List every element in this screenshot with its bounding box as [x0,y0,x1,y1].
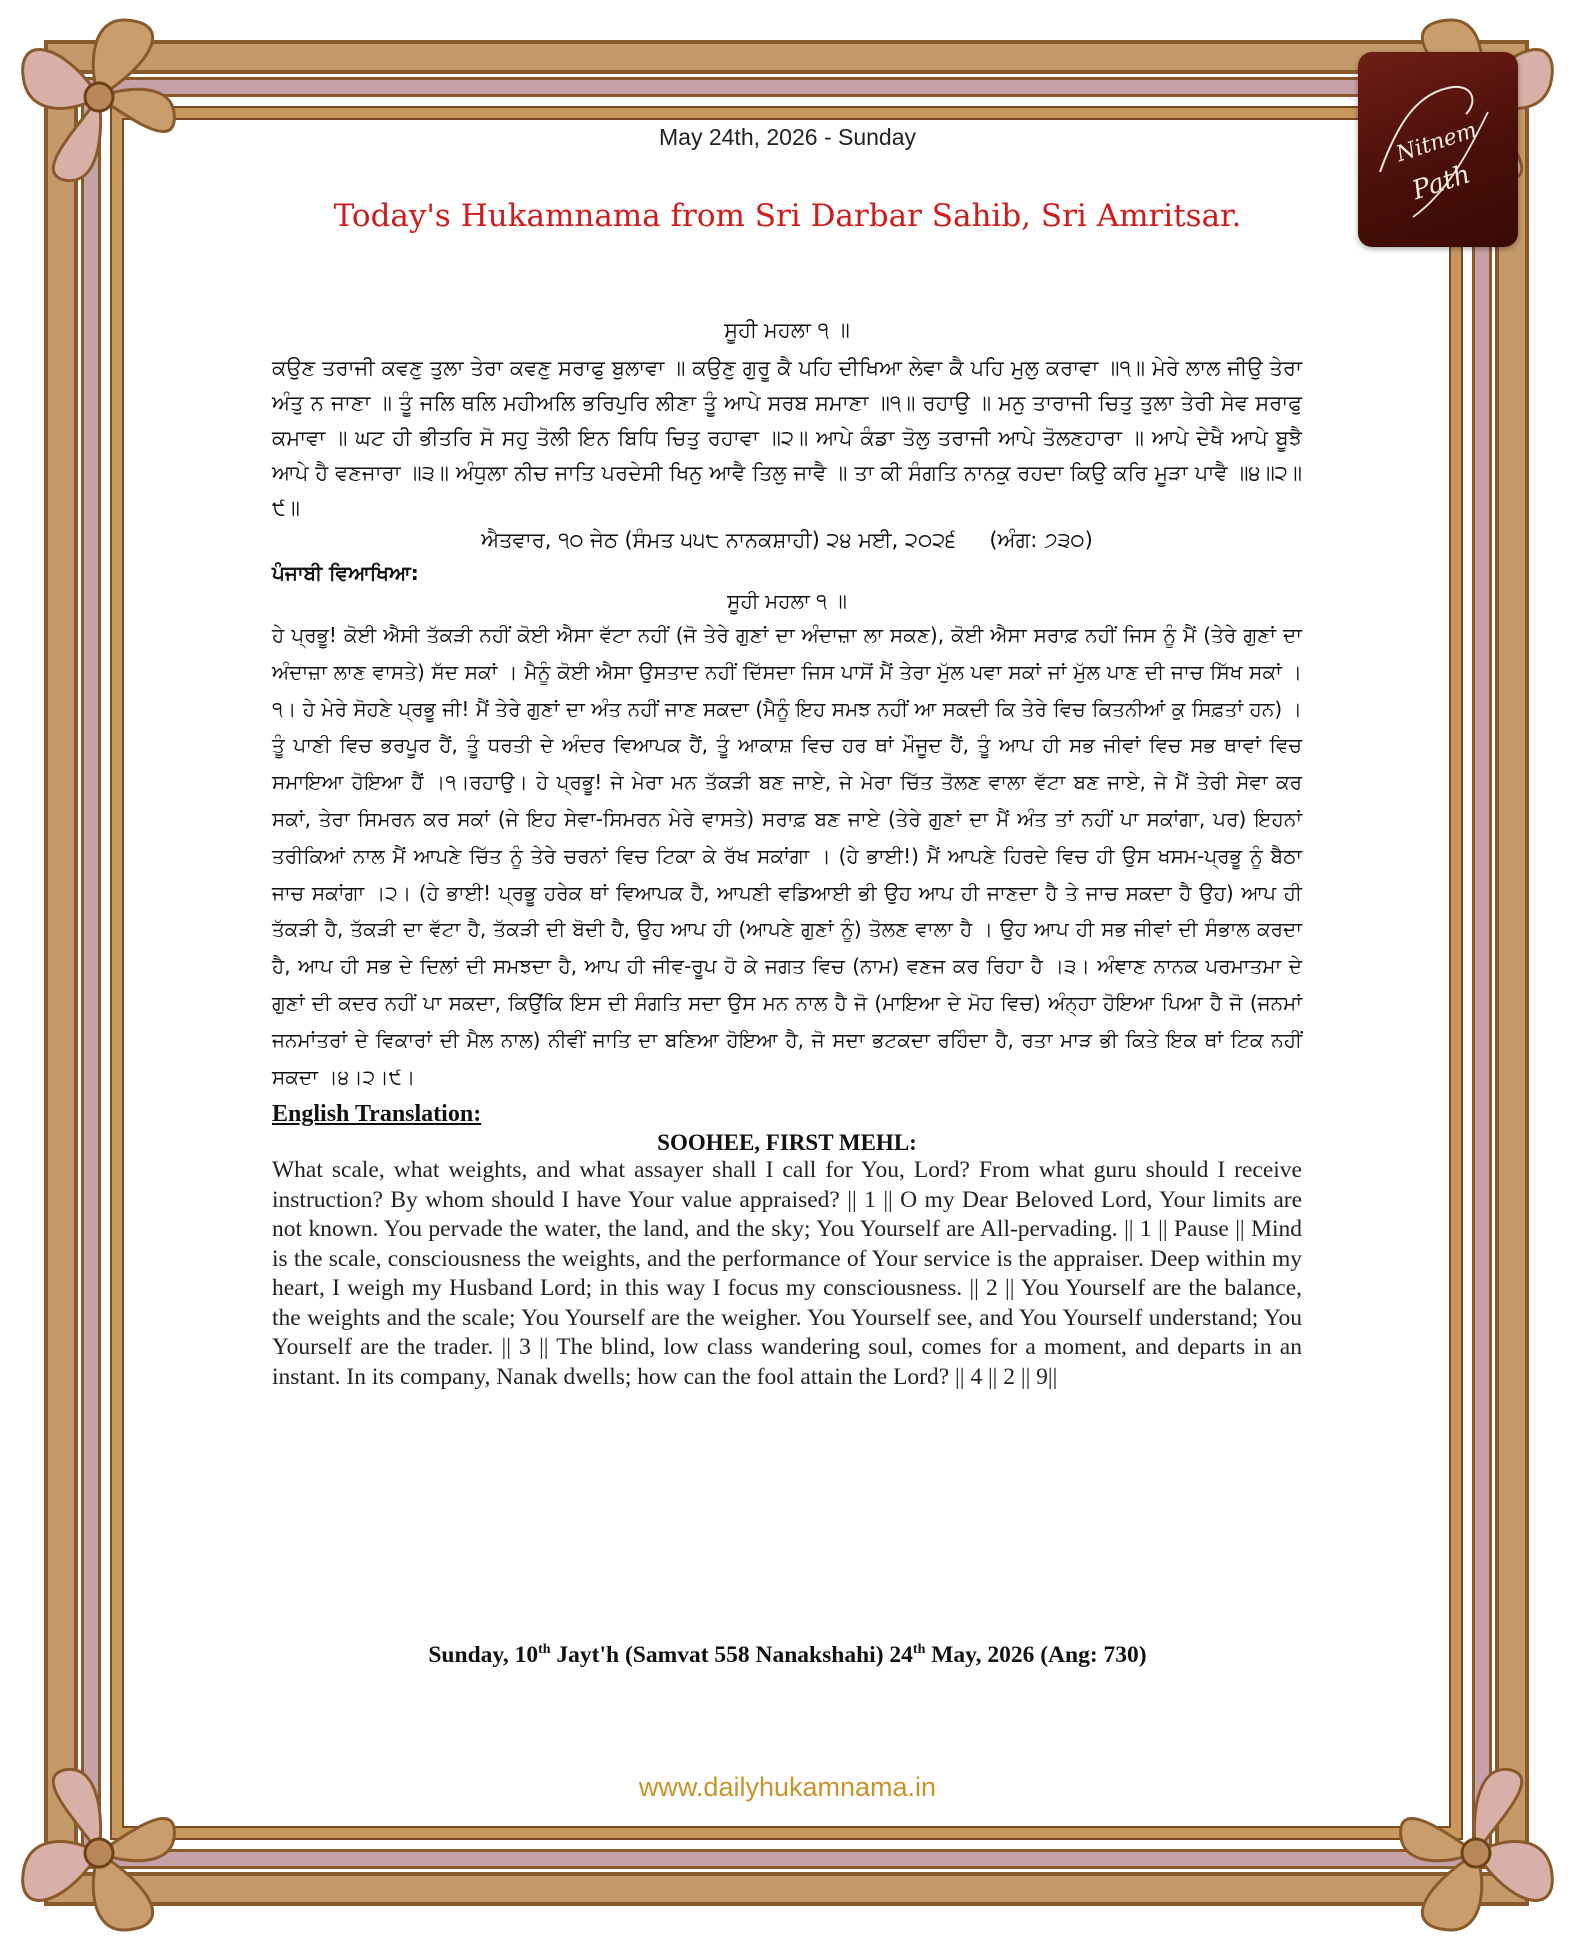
logo-line1: Nitnem [1393,117,1481,168]
gurbani-date-line: ਐਤਵਾਰ, ੧੦ ਜੇਠ (ਸੰਮਤ ੫੫੮ ਨਾਨਕਸ਼ਾਹੀ) ੨੪ ਮਈ, ੨੦੨੬ (ਅੰਗ: ੭੩੦) [481,528,1093,552]
english-section-label: English Translation: [272,1101,482,1128]
date-superscript: th [912,1642,926,1658]
english-translation: What scale, what weights, and what assayer shall I call for You, Lord? From what guru should I receive instruction? By whom should I have Your value appraised? || 1 || O my Dear Beloved Lord, Your limits are not known. You pervade the water, the land, and the sky; You Yourself are All-pervading. || 1 || Pause || Mind is the scale, consciousness the weights, and the performance of Your service is the appraiser. Deep within my heart, I weigh my Husband Lord; in this way I focus my consciousness. || 2 || You Yourself are the balance, the weights and the scale; You Yourself are the weigher. You Yourself see, and You Yourself understand; You Yourself are the trader. || 3 || The blind, low class wandering soul, comes for a moment, and departs in an instant. In its company, Nanak dwells; how can the fool attain the Lord? || 4 || 2 || 9|| [272,1157,1302,1390]
date-part: Sunday, 10 [428,1642,539,1668]
date-part: Jayt'h (Samvat 558 Nanakshahi) 24 [550,1642,913,1668]
english-date-line [0,1642,1575,1669]
hukamnama-date: May 24th, 2026 - Sunday [659,124,916,150]
date-superscript: th [538,1642,551,1658]
english-heading: SOOHEE, FIRST MEHL: [657,1130,917,1156]
gurbani-heading: ਸੂਹੀ ਮਹਲਾ ੧ ॥ [724,318,850,342]
punjabi-heading: ਸੂਹੀ ਮਹਲਾ ੧ ॥ [727,589,847,613]
gurbani-text: ਕਉਣ ਤਰਾਜੀ ਕਵਣੁ ਤੁਲਾ ਤੇਰਾ ਕਵਣੁ ਸਰਾਫੁ ਬੁਲਾਵਾ ॥ ਕਉਣੁ ਗੁਰੂ ਕੈ ਪਹਿ ਦੀਖਿਆ ਲੇਵਾ ਕੈ ਪਹਿ ਮੁਲੁ ਕਰਾਵਾ ॥੧॥ ਮੇਰੇ ਲਾਲ ਜੀਉ ਤੇਰਾ ਅੰਤੁ ਨ ਜਾਣਾ ॥ ਤੂੰ ਜਲਿ ਥਲਿ ਮਹੀਅਲਿ ਭਰਿਪੁਰਿ ਲੀਣਾ ਤੂੰ ਆਪੇ ਸਰਬ ਸਮਾਣਾ ॥੧॥ ਰਹਾਉ ॥ ਮਨੁ ਤਾਰਾਜੀ ਚਿਤੁ ਤੁਲਾ ਤੇਰੀ ਸੇਵ ਸਰਾਫੁ ਕਮਾਵਾ ॥ ਘਟ ਹੀ ਭੀਤਰਿ ਸੋ ਸਹੁ ਤੋਲੀ ਇਨ ਬਿਧਿ ਚਿਤੁ ਰਹਾਵਾ ॥੨॥ ਆਪੇ ਕੰਡਾ ਤੋਲੁ ਤਰਾਜੀ ਆਪੇ ਤੋਲਣਹਾਰਾ ॥ ਆਪੇ ਦੇਖੈ ਆਪੇ ਬੂਝੈ ਆਪੇ ਹੈ ਵਣਜਾਰਾ ॥੩॥ ਅੰਧੁਲਾ ਨੀਚ ਜਾਤਿ ਪਰਦੇਸੀ ਖਿਨੁ ਆਵੈ ਤਿਲੁ ਜਾਵੈ ॥ ਤਾ ਕੀ ਸੰਗਤਿ ਨਾਨਕੁ ਰਹਦਾ ਕਿਉ ਕਰਿ ਮੂੜਾ ਪਾਵੈ ॥੪॥੨॥੯॥ [272,356,1302,520]
hukamnama-content [272,318,1302,1392]
page-title: Today's Hukamnama from Sri Darbar Sahib, Sri Amritsar. [333,198,1242,234]
punjabi-translation: ਹੇ ਪ੍ਰਭੂ! ਕੋਈ ਐਸੀ ਤੱਕੜੀ ਨਹੀਂ ਕੋਈ ਐਸਾ ਵੱਟਾ ਨਹੀਂ (ਜੋ ਤੇਰੇ ਗੁਣਾਂ ਦਾ ਅੰਦਾਜ਼ਾ ਲਾ ਸਕਣ), ਕੋਈ ਐਸਾ ਸਰਾਫ਼ ਨਹੀਂ ਜਿਸ ਨੂੰ ਮੈਂ (ਤੇਰੇ ਗੁਣਾਂ ਦਾ ਅੰਦਾਜ਼ਾ ਲਾਣ ਵਾਸਤੇ) ਸੱਦ ਸਕਾਂ । ਮੈਨੂੰ ਕੋਈ ਐਸਾ ਉਸਤਾਦ ਨਹੀਂ ਦਿੱਸਦਾ ਜਿਸ ਪਾਸੋਂ ਮੈਂ ਤੇਰਾ ਮੁੱਲ ਪਵਾ ਸਕਾਂ ਜਾਂ ਮੁੱਲ ਪਾਣ ਦੀ ਜਾਚ ਸਿੱਖ ਸਕਾਂ ।੧। ਹੇ ਮੇਰੇ ਸੋਹਣੇ ਪ੍ਰਭੂ ਜੀ! ਮੈਂ ਤੇਰੇ ਗੁਣਾਂ ਦਾ ਅੰਤ ਨਹੀਂ ਜਾਣ ਸਕਦਾ (ਮੈਨੂੰ ਇਹ ਸਮਝ ਨਹੀਂ ਆ ਸਕਦੀ ਕਿ ਤੇਰੇ ਵਿਚ ਕਿਤਨੀਆਂ ਕੁ ਸਿਫ਼ਤਾਂ ਹਨ) । ਤੂੰ ਪਾਣੀ ਵਿਚ ਭਰਪੂਰ ਹੈਂ, ਤੂੰ ਧਰਤੀ ਦੇ ਅੰਦਰ ਵਿਆਪਕ ਹੈਂ, ਤੂੰ ਆਕਾਸ਼ ਵਿਚ ਹਰ ਥਾਂ ਮੌਜੂਦ ਹੈਂ, ਤੂੰ ਆਪ ਹੀ ਸਭ ਜੀਵਾਂ ਵਿਚ ਸਭ ਥਾਵਾਂ ਵਿਚ ਸਮਾਇਆ ਹੋਇਆ ਹੈਂ ।੧।ਰਹਾਉ। ਹੇ ਪ੍ਰਭੂ! ਜੇ ਮੇਰਾ ਮਨ ਤੱਕੜੀ ਬਣ ਜਾਏ, ਜੇ ਮੇਰਾ ਚਿੱਤ ਤੋਲਣ ਵਾਲਾ ਵੱਟਾ ਬਣ ਜਾਏ, ਜੇ ਮੈਂ ਤੇਰੀ ਸੇਵਾ ਕਰ ਸਕਾਂ, ਤੇਰਾ ਸਿਮਰਨ ਕਰ ਸਕਾਂ (ਜੇ ਇਹ ਸੇਵਾ-ਸਿਮਰਨ ਮੇਰੇ ਵਾਸਤੇ) ਸਰਾਫ਼ ਬਣ ਜਾਏ (ਤੇਰੇ ਗੁਣਾਂ ਦਾ ਮੈਂ ਅੰਤ ਤਾਂ ਨਹੀਂ ਪਾ ਸਕਾਂਗਾ, ਪਰ) ਇਹਨਾਂ ਤਰੀਕਿਆਂ ਨਾਲ ਮੈਂ ਆਪਣੇ ਚਿੱਤ ਨੂੰ ਤੇਰੇ ਚਰਨਾਂ ਵਿਚ ਟਿਕਾ ਕੇ ਰੱਖ ਸਕਾਂਗਾ । (ਹੇ ਭਾਈ!) ਮੈਂ ਆਪਣੇ ਹਿਰਦੇ ਵਿਚ ਹੀ ਉਸ ਖਸਮ-ਪ੍ਰਭੂ ਨੂੰ ਬੈਠਾ ਜਾਚ ਸਕਾਂਗਾ ।੨। (ਹੇ ਭਾਈ! ਪ੍ਰਭੂ ਹਰੇਕ ਥਾਂ ਵਿਆਪਕ ਹੈ, ਆਪਣੀ ਵਡਿਆਈ ਭੀ ਉਹ ਆਪ ਹੀ ਜਾਣਦਾ ਹੈ ਤੇ ਜਾਚ ਸਕਦਾ ਹੈ ਉਹ) ਆਪ ਹੀ ਤੱਕੜੀ ਹੈ, ਤੱਕੜੀ ਦਾ ਵੱਟਾ ਹੈ, ਤੱਕੜੀ ਦੀ ਬੋਦੀ ਹੈ, ਉਹ ਆਪ ਹੀ (ਆਪਣੇ ਗੁਣਾਂ ਨੂੰ) ਤੋਲਣ ਵਾਲਾ ਹੈ । ਉਹ ਆਪ ਹੀ ਸਭ ਜੀਵਾਂ ਦੀ ਸੰਭਾਲ ਕਰਦਾ ਹੈ, ਆਪ ਹੀ ਸਭ ਦੇ ਦਿਲਾਂ ਦੀ ਸਮਝਦਾ ਹੈ, ਆਪ ਹੀ ਜੀਵ-ਰੂਪ ਹੋ ਕੇ ਜਗਤ ਵਿਚ (ਨਾਮ) ਵਣਜ ਕਰ ਰਿਹਾ ਹੈ ।੩। ਅੰਞਾਣ ਨਾਨਕ ਪਰਮਾਤਮਾ ਦੇ ਗੁਣਾਂ ਦੀ ਕਦਰ ਨਹੀਂ ਪਾ ਸਕਦਾ, ਕਿਉਂਕਿ ਇਸ ਦੀ ਸੰਗਤਿ ਸਦਾ ਉਸ ਮਨ ਨਾਲ ਹੈ ਜੋ (ਮਾਇਆ ਦੇ ਮੋਹ ਵਿਚ) ਅੰਨ੍ਹਾ ਹੋਇਆ ਪਿਆ ਹੈ ਜੋ (ਜਨਮਾਂ ਜਨਮਾਂਤਰਾਂ ਦੇ ਵਿਕਾਰਾਂ ਦੀ ਮੈਲ ਨਾਲ) ਨੀਵੀਂ ਜਾਤਿ ਦਾ ਬਣਿਆ ਹੋਇਆ ਹੈ, ਜੋ ਸਦਾ ਭਟਕਦਾ ਰਹਿੰਦਾ ਹੈ, ਰਤਾ ਮਾੜ ਭੀ ਕਿਤੇ ਇਕ ਥਾਂ ਟਿਕ ਨਹੀਂ ਸਕਦਾ ।੪।੨।੯। [272,623,1302,1089]
ribbon-bow-icon [4,2,194,192]
date-part: May, 2026 (Ang: 730) [925,1642,1147,1668]
website-link[interactable]: www.dailyhukamnama.in [638,1772,937,1802]
logo-line2: Path [1408,159,1475,207]
punjabi-section-label: ਪੰਜਾਬੀ ਵਿਆਖਿਆ: [272,561,419,585]
